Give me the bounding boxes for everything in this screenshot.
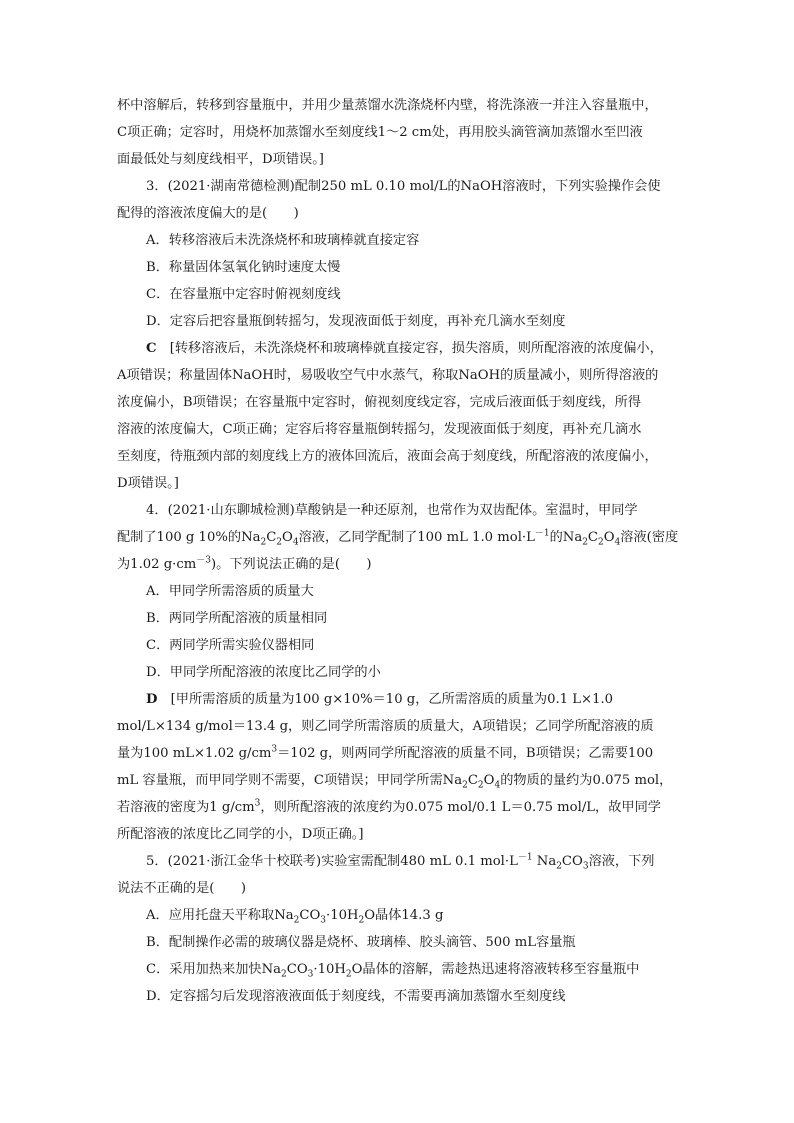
option-d: D．甲同学所配溶液的浓度比乙同学的小: [146, 665, 381, 680]
text-line: C项正确；定容时，用烧杯加蒸馏水至刻度线1～2 cm处，再用胶头滴管滴加蒸馏水至凹液: [117, 125, 643, 140]
question-4-stem-cont: 配制了100 g 10%的$Na_2C_2O_4$溶液，乙同学配制了100 mL 1.0 $mol\cdot L^{-1}$的$Na_2C_2O_4$溶液(密度: [117, 528, 679, 548]
explanation-text: [转移溶液后，未洗涤烧杯和玻璃棒就直接定容，损失溶质，则所配溶液的浓度偏小，: [169, 341, 663, 356]
option-c: C．两同学所需实验仪器相同: [146, 638, 315, 653]
question-5-stem-cont: 说法不正确的是( ): [117, 881, 246, 896]
option-d: D．定容摇匀后发现溶液液面低于刻度线，不需要再滴加蒸馏水至刻度线: [146, 989, 566, 1004]
option-a: A．转移溶液后未洗涤烧杯和玻璃棒就直接定容: [146, 233, 420, 248]
text-line: 溶液的浓度偏大，C项正确；定容后将容量瓶倒转摇匀，发现液面低于刻度，再补充几滴水: [117, 422, 642, 437]
text-line: mol/L×134 g/mol＝13.4 g，则乙同学所需溶质的质量大，A项错误；乙同学所配溶液的质: [117, 719, 654, 734]
text-line: 量为100 mL×1.02 $g/cm^3=102$ g，则两同学所配溶液的质量不同，B项错误；乙需要100: [117, 744, 654, 761]
option-a: A．甲同学所需溶质的质量大: [146, 584, 314, 599]
question-4-stem-cont2: 为1.02 $g\cdot cm^{-3}$)。下列说法正确的是( ): [117, 555, 372, 572]
question-5-stem: 5．(2021·浙江金华十校联考)实验室需配制480 mL 0.1 $mol\cdot L^{-1}$ $Na_2CO_3$溶液，下列: [146, 852, 655, 872]
answer-letter: D: [146, 692, 158, 707]
option-d: D．定容后把容量瓶倒转摇匀，发现液面低于刻度，再补充几滴水至刻度: [146, 314, 566, 329]
text-line: 至刻度，待瓶颈内部的刻度线上方的液体回流后，液面会高于刻度线，所配溶液的浓度偏小，: [117, 449, 658, 464]
question-3-stem: 3．(2021·湖南常德检测)配制250 mL 0.10 mol/L的NaOH溶液时，下列实验操作会使: [146, 179, 661, 194]
text-line: 杯中溶解后，转移到容量瓶中，并用少量蒸馏水洗涤烧杯内壁，将洗涤液一并注入容量瓶中，: [117, 98, 658, 113]
option-b: B．两同学所配溶液的质量相同: [146, 611, 328, 626]
option-b: B．称量固体氢氧化钠时速度太慢: [146, 260, 341, 275]
answer-line: D [甲所需溶质的质量为100 g×10%＝10 g，乙所需溶质的质量为0.1 L×1.0: [146, 692, 614, 707]
text-line: 浓度偏小，B项错误；在容量瓶中定容时，俯视刻度线定容，完成后液面低于刻度线，所得: [117, 395, 641, 410]
option-b: B．配制操作必需的玻璃仪器是烧杯、玻璃棒、胶头滴管、500 mL容量瓶: [146, 935, 576, 950]
text-line: 若溶液的密度为1 $g/cm^3$，则所配溶液的浓度约为0.075 mol/0.1 L＝0.75 mol/L，故甲同学: [117, 798, 661, 815]
option-a: A．应用托盘天平称取$Na_2CO_3\cdot 10H_2O$晶体14.3 g: [146, 908, 444, 926]
question-4-stem: 4．(2021·山东聊城检测)草酸钠是一种还原剂，也常作为双齿配体。室温时，甲同学: [146, 503, 638, 518]
option-c: C．在容量瓶中定容时俯视刻度线: [146, 287, 341, 302]
option-c: C．采用加热来加快$Na_2CO_3\cdot 10H_2O$晶体的溶解，需趁热迅速将溶液转移至容量瓶中: [146, 962, 640, 980]
question-3-stem-cont: 配得的溶液浓度偏大的是( ): [117, 206, 299, 221]
text-line: mL 容量瓶，而甲同学则不需要，C项错误；甲同学所需$Na_2C_2O_4$的物质的量约为0.075 mol，: [117, 773, 673, 791]
answer-letter: C: [146, 341, 157, 356]
text-line: D项错误。]: [117, 476, 179, 491]
text-line: A项错误；称量固体NaOH时，易吸收空气中水蒸气，称取NaOH的质量减小，则所得溶液的: [117, 368, 659, 383]
text-line: 所配溶液的浓度比乙同学的小，D项正确。]: [117, 827, 364, 842]
text-line: 面最低处与刻度线相平，D项错误。]: [117, 152, 324, 167]
answer-line: [146, 340, 716, 358]
